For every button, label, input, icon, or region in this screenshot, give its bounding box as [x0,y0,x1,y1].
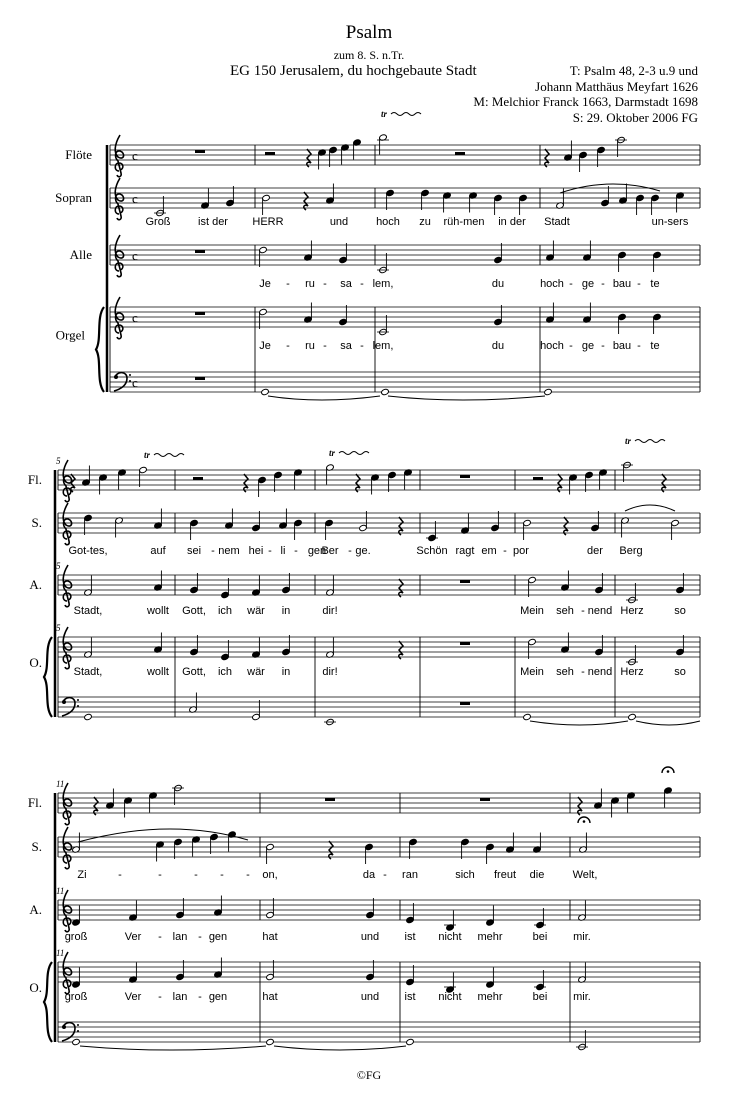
tie [636,721,700,725]
lyric-syllable: die [529,869,545,881]
lyric-syllable: te [650,340,660,352]
trill-icon [391,113,421,116]
lyric-syllable: freut [493,869,517,881]
lyric-syllable: - [360,340,364,352]
lyric-syllable: Stadt [544,216,570,228]
lyric-syllable: - [158,869,162,881]
note-head [261,388,270,395]
lyric-syllable: wär [247,605,265,617]
lyric-syllable: - [581,605,585,617]
treble-clef-icon [63,460,71,502]
lyric-syllable: - [569,340,573,352]
half-rest [455,152,465,155]
trill-wave [339,452,369,455]
whole-rest [195,312,205,315]
instrument-label: Fl. [27,795,42,810]
lyric-syllable: da [362,869,376,881]
slur [560,184,660,193]
whole-rest [460,642,470,645]
lyric-syllable: rüh-men [443,216,485,228]
lyric-syllable: bau [612,340,632,352]
quarter-rest [564,517,568,535]
lyric-syllable: li [280,545,286,557]
measure-number: 5 [56,623,61,633]
hymn-subtitle: EG 150 Jerusalem, du hochgebaute Stadt [230,63,477,79]
lyric-syllable: mir. [573,991,591,1003]
lyric-syllable: dir! [322,666,338,678]
lyric-syllable: - [158,991,162,1003]
credit-line: T: Psalm 48, 2-3 u.9 und [569,63,698,78]
lyric-syllable: Stadt, [73,605,103,617]
trill-icon [339,452,369,455]
instrument-label: O. [29,980,42,995]
measure-number: 5 [56,456,61,466]
treble-clef-path [63,460,71,502]
note-head [628,713,637,720]
lyric-syllable: lem, [372,278,394,290]
bass-clef-dot [129,374,131,376]
lyric-syllable: lem, [372,340,394,352]
lyric-syllable: ist der [198,216,228,228]
instrument-label: Orgel [55,327,85,343]
lyric-syllable: - [198,931,202,943]
lyric-syllable: - [294,545,298,557]
lyric-syllable: Berg [619,545,643,557]
quarter-rest [304,192,308,210]
tie [388,396,545,400]
lyric-syllable: in [281,666,291,678]
quarter-rest [307,149,311,167]
time-signature: c [132,148,138,163]
lyric-syllable: - [198,991,202,1003]
fermata-dot [583,820,586,823]
lyric-syllable: - [383,869,387,881]
fermata-icon [662,767,674,773]
treble-clef-path [115,135,123,177]
lyric-syllable: groß [64,931,88,943]
quarter-rest [71,474,75,492]
treble-clef-path [63,827,71,869]
instrument-label: Sopran [55,190,92,205]
lyric-syllable: Gott, [182,605,206,617]
trill-label: tr [144,450,151,460]
lyric-syllable: nend [587,666,613,678]
whole-rest [195,250,205,253]
lyric-syllable: bei [532,991,548,1003]
organ-brace [96,307,104,392]
lyric-syllable: - [286,278,290,290]
lyric-syllable: und [329,216,349,228]
lyric-syllable: - [601,278,605,290]
lyric-syllable: in [281,605,291,617]
lyric-syllable: und [360,931,380,943]
trill-label: tr [625,436,632,446]
lyric-syllable: - [637,278,641,290]
time-signature: c [132,375,138,390]
note-head [84,713,93,720]
organ-brace [44,637,52,717]
lyric-syllable: ran [402,869,418,881]
bass-clef-dot [77,705,79,707]
lyric-syllable: ist [404,991,416,1003]
treble-clef-icon [115,235,123,277]
lyric-syllable: wär [247,666,265,678]
trill-wave [154,454,184,457]
lyric-syllable: hoch [540,278,564,290]
lyric-syllable: on, [262,869,278,881]
lyric-syllable: - [323,278,327,290]
quarter-rest [545,149,549,167]
trill-wave [635,440,665,443]
lyric-syllable: der [587,545,603,557]
lyric-syllable: - [569,278,573,290]
tie [530,721,628,725]
quarter-rest [356,474,360,492]
lyric-syllable: Welt, [572,869,598,881]
lyric-syllable: un-sers [651,216,689,228]
time-signature: c [132,248,138,263]
quarter-rest [662,474,666,492]
quarter-rest [399,517,403,535]
occasion-subtitle: zum 8. S. n.Tr. [333,48,405,62]
lyric-syllable: in der [498,216,526,228]
tie [268,396,380,400]
instrument-label: S. [31,515,42,530]
instrument-label: Flöte [65,147,92,162]
note-head [544,388,553,395]
quarter-rest [399,579,403,597]
lyric-syllable: ich [217,605,233,617]
treble-clef-icon [115,135,123,177]
lyric-syllable: Herz [620,666,644,678]
slur [78,829,248,842]
copyright-footer: ©FG [356,1068,382,1082]
fermata-icon [578,817,590,823]
lyric-syllable: hat [262,991,278,1003]
lyric-syllable: lan [172,991,188,1003]
lyric-syllable: wollt [146,605,170,617]
treble-clef-icon [63,565,71,607]
treble-clef-path [115,235,123,277]
note-head [266,1038,275,1045]
lyric-syllable: - [286,340,290,352]
bass-clef-dot [77,1024,79,1026]
treble-clef-icon [63,503,71,545]
lyric-syllable: nem [218,545,240,557]
quarter-rest [558,474,562,492]
treble-clef-icon [63,952,71,994]
lyric-syllable: seh [556,605,574,617]
quarter-rest [94,797,98,815]
lyric-syllable: hoch [376,216,400,228]
trill-label: tr [329,448,336,458]
lyric-syllable: por [513,545,529,557]
lyric-syllable: - [268,545,272,557]
lyric-syllable: bau [612,278,632,290]
whole-rest [325,798,335,801]
lyric-syllable: - [323,340,327,352]
tie [274,1046,406,1050]
treble-clef-icon [63,783,71,825]
lyric-syllable: ge [581,278,595,290]
quarter-rest [399,641,403,659]
treble-clef-path [115,297,123,339]
measure-number: 5 [56,561,61,571]
time-signature: c [132,310,138,325]
lyric-syllable: mehr [477,991,503,1003]
lyric-syllable: so [674,605,686,617]
lyric-syllable: Ber [321,545,339,557]
lyric-syllable: sei [186,545,202,557]
treble-clef-path [63,952,71,994]
slur [625,505,675,511]
measure-number: 11 [56,886,65,896]
lyric-syllable: mehr [477,931,503,943]
lyric-syllable: ragt [455,545,475,557]
treble-clef-path [115,178,123,220]
bass-clef-dot [129,380,131,382]
whole-rest [460,702,470,705]
lyric-syllable: hei [248,545,264,557]
lyric-syllable: sa [340,340,352,352]
lyric-syllable: - [118,869,122,881]
credit-line: M: Melchior Franck 1663, Darmstadt 1698 [473,94,698,109]
treble-clef-path [63,627,71,669]
treble-clef-path [63,890,71,932]
trill-icon [635,440,665,443]
treble-clef-icon [115,297,123,339]
lyric-syllable: gen [307,545,327,557]
lyric-syllable: - [637,340,641,352]
whole-rest [460,580,470,583]
bass-clef-dot [77,699,79,701]
lyric-syllable: lan [172,931,188,943]
trill-label: tr [381,109,388,119]
lyric-syllable: - [503,545,507,557]
measure-number: 11 [56,948,65,958]
lyric-syllable: groß [64,991,88,1003]
bass-clef-dot [114,375,118,379]
lyric-syllable: mir. [573,931,591,943]
lyric-syllable: te [650,278,660,290]
lyric-syllable: - [601,340,605,352]
lyric-syllable: - [348,545,352,557]
lyric-syllable: - [220,869,224,881]
note-head [406,1038,415,1045]
lyric-syllable: HERR [252,216,284,228]
lyric-syllable: gen [208,931,228,943]
page-title: Psalm [345,22,393,43]
lyric-syllable: ru [305,340,315,352]
instrument-label: A. [29,902,42,917]
lyric-syllable: hoch [540,340,564,352]
lyric-syllable: - [581,666,585,678]
treble-clef-path [63,783,71,825]
lyric-syllable: - [194,869,198,881]
lyric-syllable: em [481,545,497,557]
half-rest [533,477,543,480]
treble-clef-icon [63,627,71,669]
lyric-syllable: Je [259,340,271,352]
bass-clef-dot [62,700,66,704]
lyric-syllable: Mein [520,666,544,678]
lyric-syllable: Ver [124,991,142,1003]
instrument-label: Alle [69,247,92,262]
lyric-syllable: Mein [520,605,544,617]
lyric-syllable: - [158,931,162,943]
lyric-syllable: so [674,666,686,678]
fermata-dot [667,770,670,773]
organ-brace [44,962,52,1042]
note-head [381,388,390,395]
lyric-syllable: Groß [145,216,171,228]
lyric-syllable: nicht [438,931,462,943]
instrument-label: A. [29,577,42,592]
treble-clef-path [63,503,71,545]
treble-clef-path [63,565,71,607]
bass-clef-dot [62,1025,66,1029]
treble-clef-icon [63,827,71,869]
lyric-syllable: Ver [124,931,142,943]
instrument-label: O. [29,655,42,670]
lyric-syllable: Schön [416,545,448,557]
treble-clef-icon [63,890,71,932]
whole-rest [480,798,490,801]
quarter-rest [578,797,582,815]
lyric-syllable: Je [259,278,271,290]
quarter-rest [244,474,248,492]
half-rest [193,477,203,480]
lyric-syllable: sich [455,869,475,881]
credit-line: S: 29. Oktober 2006 FG [572,109,698,125]
lyric-syllable: seh [556,666,574,678]
lyric-syllable: nend [587,605,613,617]
lyric-syllable: Got-tes, [68,545,108,557]
trill-icon [154,454,184,457]
measure-number: 11 [56,779,65,789]
whole-rest [195,377,205,380]
note-head [72,1038,81,1045]
lyric-syllable: - [360,278,364,290]
lyric-syllable: nicht [438,991,462,1003]
lyric-syllable: hat [262,931,278,943]
trill-wave [391,113,421,116]
treble-clef-icon [115,178,123,220]
lyric-syllable: ich [217,666,233,678]
whole-rest [460,475,470,478]
lyric-syllable: Gott, [182,666,206,678]
lyric-syllable: ru [305,278,315,290]
lyric-syllable: wollt [146,666,170,678]
lyric-syllable: du [491,340,505,352]
lyric-syllable: - [246,869,250,881]
lyric-syllable: sa [340,278,352,290]
bass-clef-dot [77,1030,79,1032]
lyric-syllable: dir! [322,605,338,617]
lyric-syllable: - [211,545,215,557]
half-rest [265,152,275,155]
credit-line: Johann Matthäus Meyfart 1626 [535,78,698,94]
lyric-syllable: ge [581,340,595,352]
time-signature: c [132,191,138,206]
quarter-rest [329,841,333,859]
tie [80,1046,266,1050]
note-head [523,713,532,720]
lyric-syllable: gen [208,991,228,1003]
lyric-syllable: du [491,278,505,290]
lyric-syllable: bei [532,931,548,943]
lyric-syllable: ist [404,931,416,943]
lyric-syllable: Stadt, [73,666,103,678]
instrument-label: S. [31,839,42,854]
lyric-syllable: und [360,991,380,1003]
whole-rest [195,150,205,153]
lyric-syllable: Herz [620,605,644,617]
lyric-syllable: auf [150,545,166,557]
lyric-syllable: ge. [355,545,371,557]
instrument-label: Fl. [27,472,42,487]
lyric-syllable: zu [419,216,431,228]
lyric-syllable: Zi [77,869,87,881]
